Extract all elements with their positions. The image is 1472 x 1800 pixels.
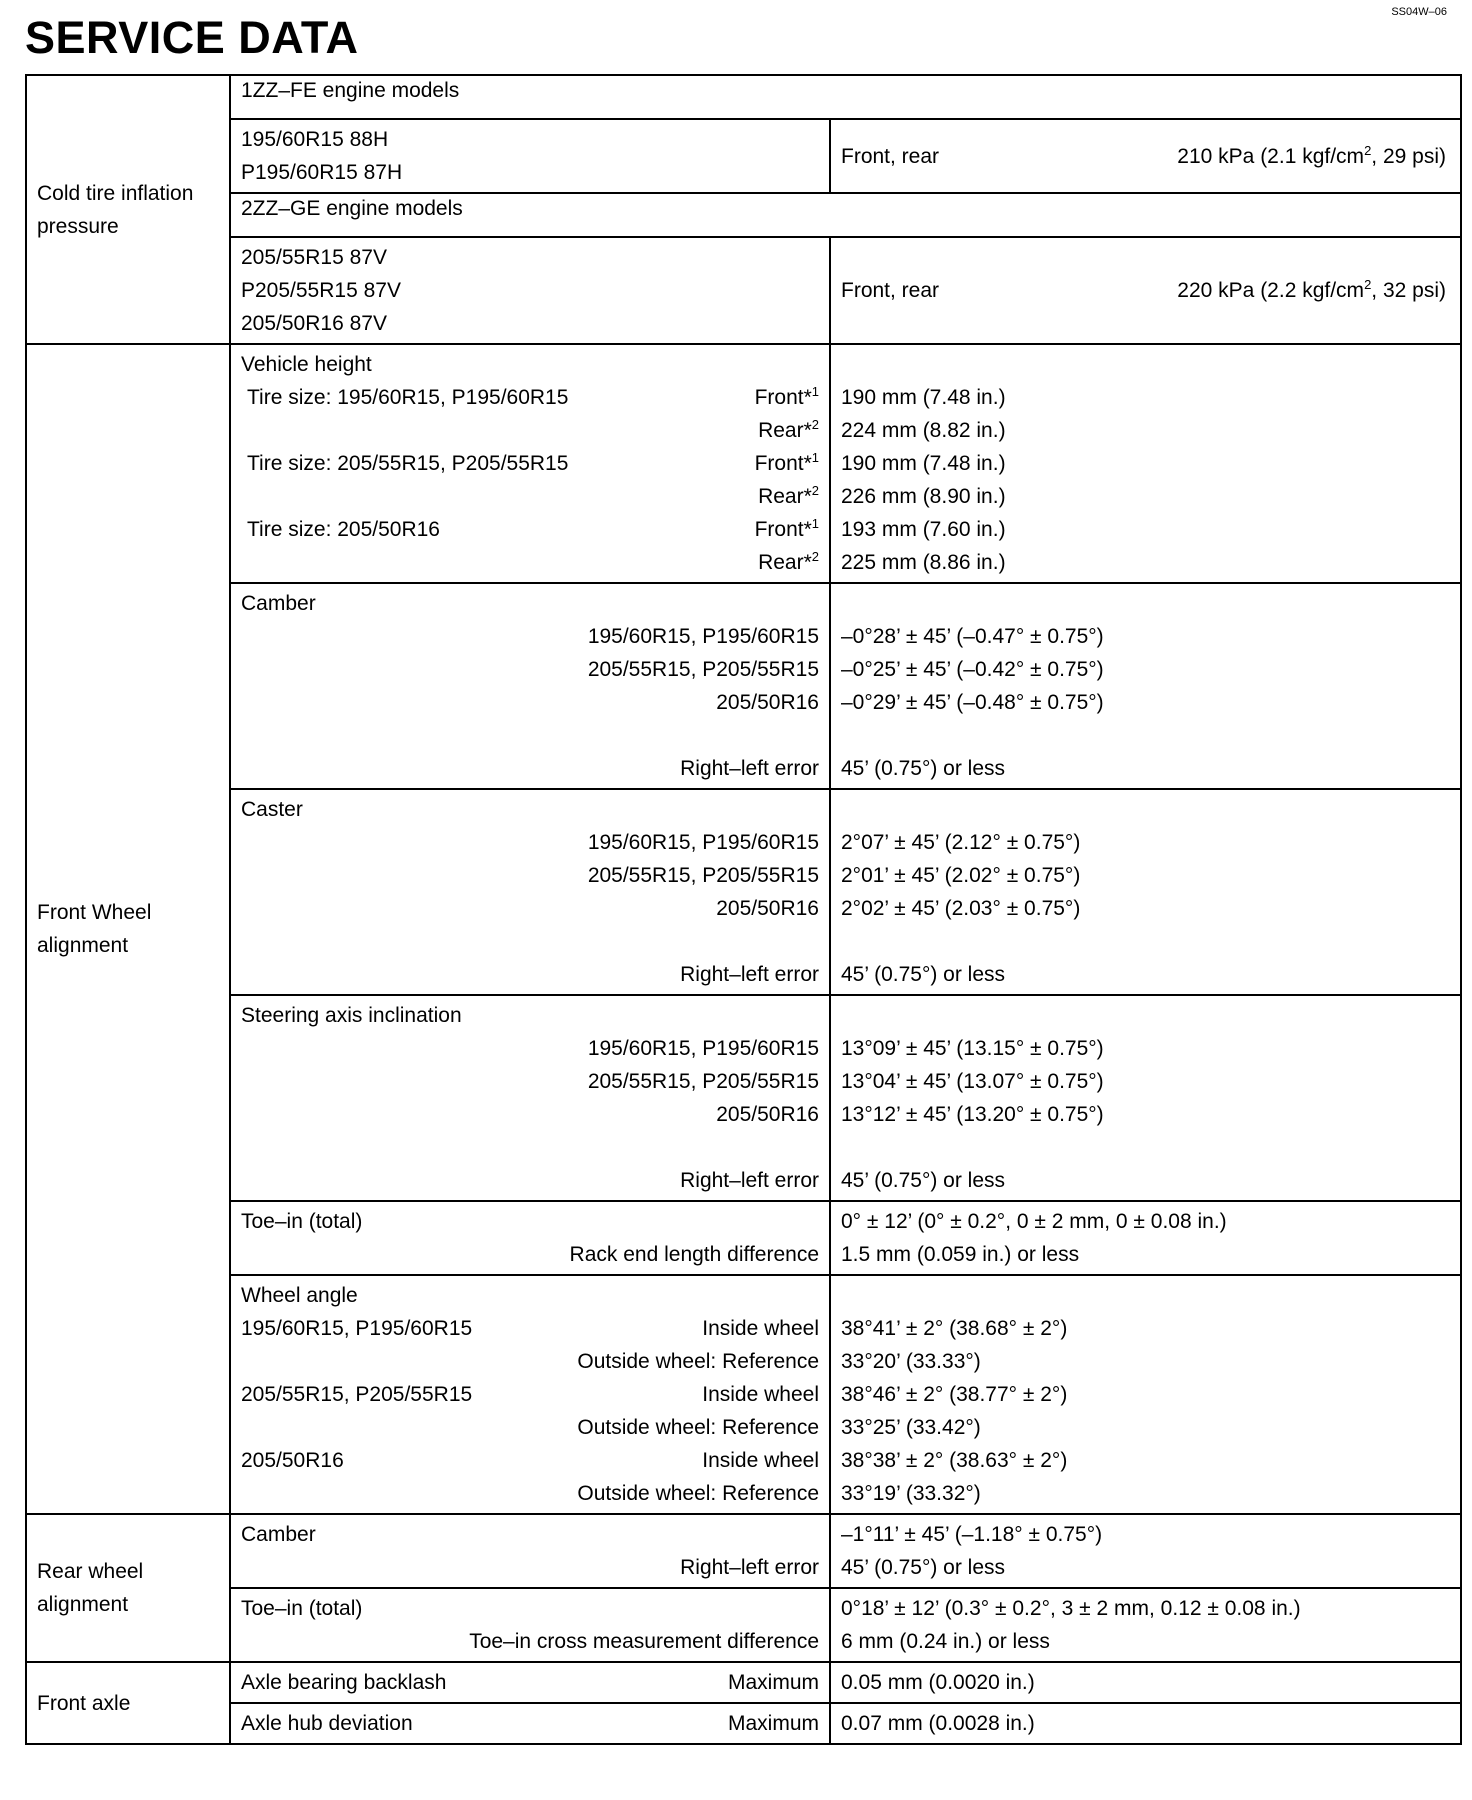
tire-label: 205/50R16 bbox=[716, 1103, 819, 1126]
rack-label: Rack end length difference bbox=[569, 1243, 819, 1266]
camber-value: –0°29’ ± 45’ (–0.48° ± 0.75°) bbox=[841, 691, 1104, 714]
axle-item: Axle bearing backlash Maximum bbox=[241, 1671, 819, 1694]
tire-label: 205/55R15, P205/55R15 bbox=[587, 1070, 819, 1093]
front-wheel-alignment-label: Front Wheel alignment bbox=[26, 344, 230, 1514]
tire-pressure-row-1 bbox=[26, 119, 1461, 193]
section-title: Wheel angle bbox=[241, 1284, 358, 1307]
tire-sizes-cell bbox=[230, 119, 830, 193]
height-row-label: Tire size: 195/60R15, P195/60R15 Front*$^1$ bbox=[247, 384, 819, 409]
height-row-label: Tire size: 205/55R15, P205/55R15 Front*$^1$ bbox=[247, 450, 819, 475]
tire-size: 195/60R15 88H bbox=[241, 128, 389, 151]
tire-label: 195/60R15, P195/60R15 bbox=[587, 625, 819, 648]
camber-value: –0°28’ ± 45’ (–0.47° ± 0.75°) bbox=[841, 625, 1104, 648]
front-toe-values bbox=[830, 1201, 1461, 1275]
document-id: SS04W–06 bbox=[1391, 6, 1447, 18]
caster-values bbox=[830, 789, 1461, 995]
steering-axis-row bbox=[26, 995, 1461, 1201]
toe-value: 0° ± 12’ (0° ± 0.2°, 0 ± 2 mm, 0 ± 0.08 in.) bbox=[841, 1210, 1227, 1233]
rear-toe-row bbox=[26, 1588, 1461, 1662]
service-data-table bbox=[25, 74, 1462, 1745]
tire-sizes-cell bbox=[230, 237, 830, 344]
axle-value: 0.07 mm (0.0028 in.) bbox=[841, 1712, 1035, 1735]
error-value: 45’ (0.75°) or less bbox=[841, 1169, 1006, 1192]
tire-label: 195/60R15, P195/60R15 bbox=[587, 1037, 819, 1060]
section-title: Toe–in (total) bbox=[241, 1597, 363, 1620]
height-row-label: Rear*$^2$ bbox=[758, 483, 819, 508]
diff-value: 6 mm (0.24 in.) or less bbox=[841, 1630, 1050, 1653]
angle-value: 33°19’ (33.32°) bbox=[841, 1482, 981, 1505]
angle-value: 33°20’ (33.33°) bbox=[841, 1350, 981, 1373]
angle-row-label: Outside wheel: Reference bbox=[577, 1416, 819, 1439]
pressure-cell bbox=[830, 119, 1461, 193]
engine-label: 1ZZ–FE engine models bbox=[230, 75, 1461, 119]
angle-row-label: 205/50R16 Inside wheel bbox=[241, 1449, 819, 1472]
position-label: Front, rear bbox=[841, 144, 940, 168]
axle-item: Axle hub deviation Maximum bbox=[241, 1712, 819, 1735]
cold-tire-inflation-label: Cold tire inflation pressure bbox=[26, 75, 230, 344]
axle-label-cell bbox=[230, 1703, 830, 1744]
angle-value: 38°46’ ± 2° (38.77° ± 2°) bbox=[841, 1383, 1068, 1406]
axle-label-cell bbox=[230, 1662, 830, 1703]
diff-label: Toe–in cross measurement difference bbox=[469, 1630, 819, 1653]
axle-value-cell bbox=[830, 1662, 1461, 1703]
tire-label: 195/60R15, P195/60R15 bbox=[587, 831, 819, 854]
height-value: 190 mm (7.48 in.) bbox=[841, 386, 1006, 409]
vehicle-height-labels bbox=[230, 344, 830, 583]
height-row-label: Tire size: 205/50R16 Front*$^1$ bbox=[247, 516, 819, 541]
pressure-cell bbox=[830, 237, 1461, 344]
caster-value: 2°01’ ± 45’ (2.02° ± 0.75°) bbox=[841, 864, 1081, 887]
height-value: 224 mm (8.82 in.) bbox=[841, 419, 1006, 442]
camber-value: –0°25’ ± 45’ (–0.42° ± 0.75°) bbox=[841, 658, 1104, 681]
sai-value: 13°09’ ± 45’ (13.15° ± 0.75°) bbox=[841, 1037, 1104, 1060]
error-value: 45’ (0.75°) or less bbox=[841, 1556, 1006, 1579]
tire-size: 205/55R15 87V bbox=[241, 246, 387, 269]
angle-row-label: Outside wheel: Reference bbox=[577, 1350, 819, 1373]
caster-labels bbox=[230, 789, 830, 995]
angle-value: 38°41’ ± 2° (38.68° ± 2°) bbox=[841, 1317, 1068, 1340]
engine-label: 2ZZ–GE engine models bbox=[230, 193, 1461, 237]
wheel-angle-values bbox=[830, 1275, 1461, 1514]
front-camber-labels bbox=[230, 583, 830, 789]
pressure-value: 220 kPa (2.2 kgf/$cm^2$, 32 psi) bbox=[1177, 277, 1446, 302]
section-title: Camber bbox=[241, 1523, 316, 1546]
caster-value: 2°02’ ± 45’ (2.03° ± 0.75°) bbox=[841, 897, 1081, 920]
tire-label: 205/55R15, P205/55R15 bbox=[587, 658, 819, 681]
angle-row-label: Outside wheel: Reference bbox=[577, 1482, 819, 1505]
camber-value: –1°11’ ± 45’ (–1.18° ± 0.75°) bbox=[841, 1523, 1103, 1546]
pressure-value: 210 kPa (2.1 kgf/$cm^2$, 29 psi) bbox=[1177, 142, 1446, 168]
section-title: Steering axis inclination bbox=[241, 1004, 462, 1027]
tire-label: 205/50R16 bbox=[716, 691, 819, 714]
tire-engine-row-1 bbox=[26, 75, 1461, 119]
error-value: 45’ (0.75°) or less bbox=[841, 757, 1006, 780]
rear-camber-row bbox=[26, 1514, 1461, 1588]
position-label: Front, rear bbox=[841, 279, 940, 302]
section-title: Vehicle height bbox=[241, 353, 372, 376]
tire-label: 205/55R15, P205/55R15 bbox=[587, 864, 819, 887]
caster-value: 2°07’ ± 45’ (2.12° ± 0.75°) bbox=[841, 831, 1081, 854]
rack-value: 1.5 mm (0.059 in.) or less bbox=[841, 1243, 1080, 1266]
angle-value: 38°38’ ± 2° (38.63° ± 2°) bbox=[841, 1449, 1068, 1472]
error-label: Right–left error bbox=[680, 1556, 819, 1579]
error-value: 45’ (0.75°) or less bbox=[841, 963, 1006, 986]
tire-label: 205/50R16 bbox=[716, 897, 819, 920]
angle-row-label: 205/55R15, P205/55R15 Inside wheel bbox=[241, 1383, 819, 1406]
rear-wheel-alignment-label: Rear wheel alignment bbox=[26, 1514, 230, 1662]
page-title: SERVICE DATA bbox=[25, 12, 359, 63]
angle-value: 33°25’ (33.42°) bbox=[841, 1416, 981, 1439]
angle-row-label: 195/60R15, P195/60R15 Inside wheel bbox=[241, 1317, 819, 1340]
wheel-angle-row bbox=[26, 1275, 1461, 1514]
rear-camber-values bbox=[830, 1514, 1461, 1588]
rear-camber-labels bbox=[230, 1514, 830, 1588]
rear-toe-labels bbox=[230, 1588, 830, 1662]
axle-value-cell bbox=[830, 1703, 1461, 1744]
rear-toe-values bbox=[830, 1588, 1461, 1662]
sai-value: 13°04’ ± 45’ (13.07° ± 0.75°) bbox=[841, 1070, 1104, 1093]
height-value: 226 mm (8.90 in.) bbox=[841, 485, 1006, 508]
section-title: Caster bbox=[241, 798, 303, 821]
height-row-label: Rear*$^2$ bbox=[758, 549, 819, 574]
front-toe-labels bbox=[230, 1201, 830, 1275]
section-title: Toe–in (total) bbox=[241, 1210, 363, 1233]
toe-value: 0°18’ ± 12’ (0.3° ± 0.2°, 3 ± 2 mm, 0.12 ± 0.08 in.) bbox=[841, 1597, 1301, 1620]
steering-axis-values bbox=[830, 995, 1461, 1201]
front-camber-row bbox=[26, 583, 1461, 789]
tire-size: 205/50R16 87V bbox=[241, 312, 387, 335]
height-row-label: Rear*$^2$ bbox=[758, 417, 819, 442]
caster-row bbox=[26, 789, 1461, 995]
tire-size: P205/55R15 87V bbox=[241, 279, 401, 302]
front-toe-row bbox=[26, 1201, 1461, 1275]
error-label: Right–left error bbox=[680, 963, 819, 986]
error-label: Right–left error bbox=[680, 757, 819, 780]
wheel-angle-labels bbox=[230, 1275, 830, 1514]
sai-value: 13°12’ ± 45’ (13.20° ± 0.75°) bbox=[841, 1103, 1104, 1126]
height-value: 225 mm (8.86 in.) bbox=[841, 551, 1006, 574]
section-title: Camber bbox=[241, 592, 316, 615]
vehicle-height-row bbox=[26, 344, 1461, 583]
axle-row-1 bbox=[26, 1662, 1461, 1703]
vehicle-height-values bbox=[830, 344, 1461, 583]
front-camber-values bbox=[830, 583, 1461, 789]
height-value: 193 mm (7.60 in.) bbox=[841, 518, 1006, 541]
axle-value: 0.05 mm (0.0020 in.) bbox=[841, 1671, 1035, 1694]
error-label: Right–left error bbox=[680, 1169, 819, 1192]
tire-size: P195/60R15 87H bbox=[241, 161, 403, 184]
axle-row-2 bbox=[26, 1703, 1461, 1744]
steering-axis-labels bbox=[230, 995, 830, 1201]
height-value: 190 mm (7.48 in.) bbox=[841, 452, 1006, 475]
front-axle-label: Front axle bbox=[26, 1662, 230, 1744]
tire-pressure-row-2 bbox=[26, 237, 1461, 344]
tire-engine-row-2 bbox=[26, 193, 1461, 237]
